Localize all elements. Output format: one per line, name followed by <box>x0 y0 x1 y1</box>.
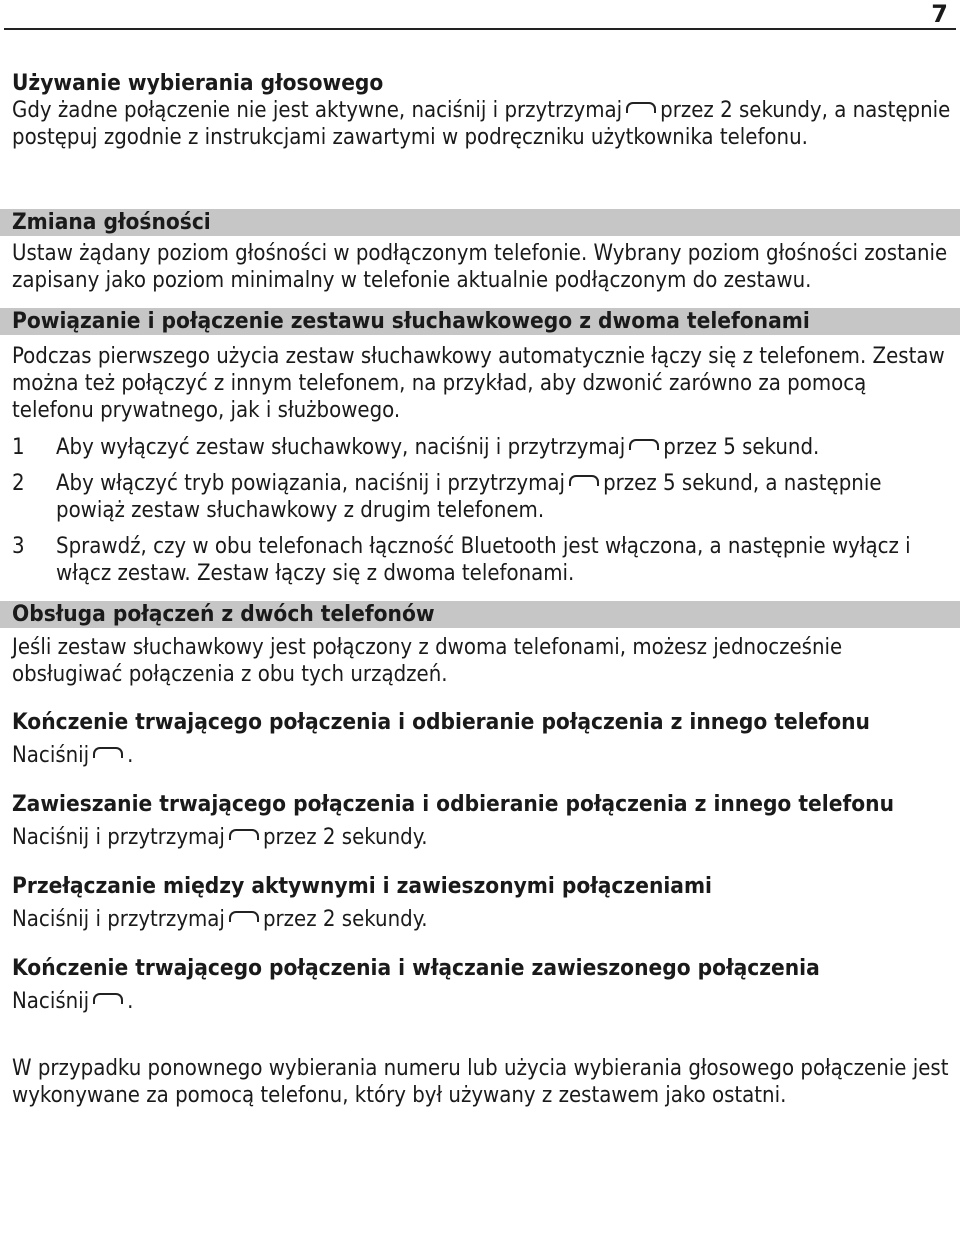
paragraph-voice-dialing <box>12 97 952 151</box>
call-key-icon <box>93 747 123 758</box>
heading-end-answer: Kończenie trwającego połączenia i odbieranie połączenia z innego telefonu <box>12 709 870 735</box>
page-content <box>12 70 952 1109</box>
call-key-icon <box>93 993 123 1004</box>
call-key-icon <box>229 829 259 840</box>
text: Naciśnij <box>12 989 90 1014</box>
text: . <box>127 989 134 1014</box>
section-volume <box>12 209 952 294</box>
paragraph-volume: Ustaw żądany poziom głośności w podłączonym telefonie. Wybrany poziom głośności zostanie zapisany jako poziom minimalny w telefonie aktualnie podłączonym do zestawu. <box>12 241 948 293</box>
text: Naciśnij i przytrzymaj <box>12 907 225 932</box>
paragraph-end-resume <box>12 988 952 1015</box>
text: Naciśnij <box>12 743 90 768</box>
heading-pairing: Powiązanie i połączenie zestawu słuchawkowego z dwoma telefonami <box>0 308 960 335</box>
step-number: 2 <box>12 471 25 496</box>
section-hold-answer <box>12 791 952 851</box>
paragraph-pairing: Podczas pierwszego użycia zestaw słuchawkowy automatycznie łączy się z telefonem. Zestaw można też połączyć z innym telefonem, na przykład, aby dzwonić zarówno za pomocą telefonu prywatnego, jak i służbowego. <box>12 344 945 423</box>
section-voice-dialing <box>12 70 952 151</box>
paragraph-two-phones: Jeśli zestaw słuchawkowy jest połączony z dwoma telefonami, możesz jednocześnie obsługiwać połączenia z obu tych urządzeń. <box>12 635 843 687</box>
text: przez 2 sekundy. <box>262 907 428 932</box>
call-key-icon <box>626 102 656 113</box>
text: Gdy żadne połączenie nie jest aktywne, naciśnij i przytrzymaj <box>12 98 623 123</box>
text: Aby włączyć tryb powiązania, naciśnij i przytrzymaj <box>56 471 566 496</box>
heading-end-resume: Kończenie trwającego połączenia i włączanie zawieszonego połączenia <box>12 955 820 981</box>
text: przez 2 sekundy. <box>262 825 428 850</box>
step-number: 1 <box>12 435 25 460</box>
heading-switch: Przełączanie między aktywnymi i zawieszonymi połączeniami <box>12 873 712 899</box>
paragraph-switch <box>12 906 952 933</box>
section-switch <box>12 873 952 933</box>
heading-volume: Zmiana głośności <box>0 209 960 236</box>
text: Aby wyłączyć zestaw słuchawkowy, naciśnij i przytrzymaj <box>56 435 626 460</box>
heading-hold-answer: Zawieszanie trwającego połączenia i odbieranie połączenia z innego telefonu <box>12 791 894 817</box>
list-item <box>12 434 952 461</box>
section-redial-note <box>12 1055 952 1109</box>
text: . <box>127 743 134 768</box>
section-end-resume <box>12 955 952 1015</box>
pairing-steps <box>12 434 952 587</box>
text: przez 5 sekund, a następnie powiąż zestaw słuchawkowy z drugim telefonem. <box>56 471 882 523</box>
section-two-phones <box>12 601 952 688</box>
list-item <box>12 470 952 524</box>
heading-two-phones: Obsługa połączeń z dwóch telefonów <box>0 601 960 628</box>
text: przez 2 sekundy, a następnie postępuj zgodnie z instrukcjami zawartymi w podręczniku użytkownika telefonu. <box>12 98 951 150</box>
paragraph-end-answer <box>12 742 952 769</box>
paragraph-hold-answer <box>12 824 952 851</box>
header-rule <box>4 28 956 30</box>
section-pairing <box>12 308 952 587</box>
paragraph-redial-note: W przypadku ponownego wybierania numeru lub użycia wybierania głosowego połączenie jest wykonywane za pomocą telefonu, który był używany z zestawem jako ostatni. <box>12 1056 949 1108</box>
text: Sprawdź, czy w obu telefonach łączność Bluetooth jest włączona, a następnie wyłącz i włącz zestaw. Zestaw łączy się z dwoma telefonami. <box>56 534 911 586</box>
text: Naciśnij i przytrzymaj <box>12 825 225 850</box>
heading-voice-dialing: Używanie wybierania głosowego <box>12 70 384 96</box>
call-key-icon <box>229 911 259 922</box>
call-key-icon <box>569 475 599 486</box>
section-end-answer <box>12 709 952 769</box>
step-number: 3 <box>12 534 25 559</box>
page-number: 7 <box>931 0 948 28</box>
list-item <box>12 533 952 587</box>
text: przez 5 sekund. <box>663 435 820 460</box>
call-key-icon <box>629 439 659 450</box>
